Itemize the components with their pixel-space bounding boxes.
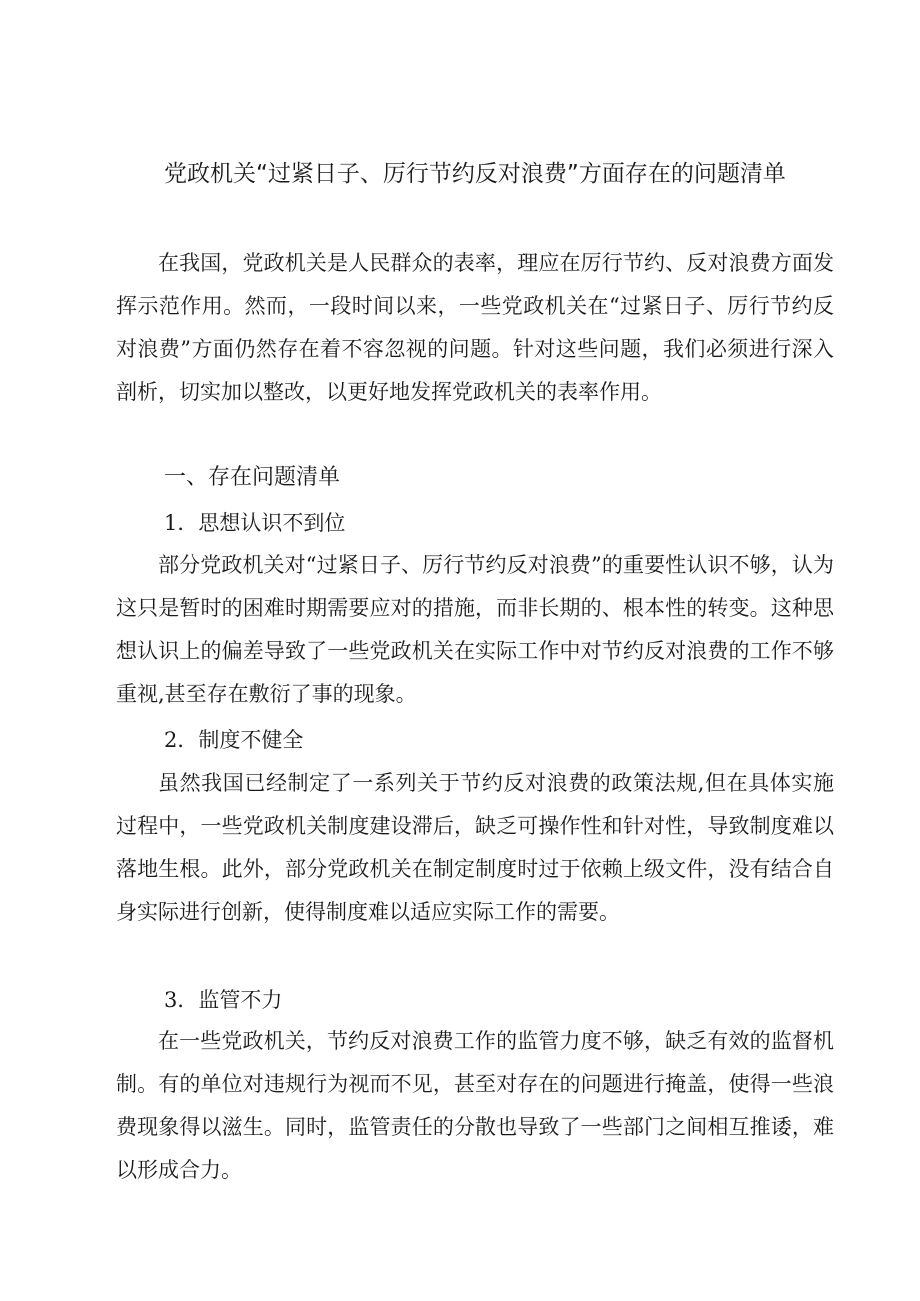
item-3-body: 在一些党政机关，节约反对浪费工作的监管力度不够，缺乏有效的监督机制。有的单位对违规行为视而不见，甚至对存在的问题进行掩盖，使得一些浪费现象得以滋生。同时，监管责任的分散也导致了一些部门之间相互推诿，难以形成合力。 — [116, 1029, 834, 1182]
item-1-body: 部分党政机关对“过紧日子、厉行节约反对浪费”的重要性认识不够，认为这只是暂时的困难时期需要应对的措施，而非长期的、根本性的转变。这种思想认识上的偏差导致了一些党政机关在实际工作中对节约反对浪费的工作不够重视,甚至存在敷衍了事的现象。 — [116, 553, 834, 706]
section-heading: 一、存在问题清单 — [164, 465, 341, 490]
item-2-heading: 2．制度不健全 — [164, 728, 304, 752]
item-1-heading: 1．思想认识不到位 — [164, 511, 346, 535]
document-title: 党政机关“过紧日子、厉行节约反对浪费”方面存在的问题清单 — [164, 161, 786, 187]
intro-paragraph: 在我国，党政机关是人民群众的表率，理应在厉行节约、反对浪费方面发挥示范作用。然而，一段时间以来，一些党政机关在“过紧日子、厉行节约反对浪费”方面仍然存在着不容忽视的问题。针对这些问题，我们必须进行深入剖析，切实加以整改，以更好地发挥党政机关的表率作用。 — [116, 251, 834, 404]
item-2-body: 虽然我国已经制定了一系列关于节约反对浪费的政策法规,但在具体实施过程中，一些党政机关制度建设滞后，缺乏可操作性和针对性，导致制度难以落地生根。此外，部分党政机关在制定制度时过于依赖上级文件，没有结合自身实际进行创新，使得制度难以适应实际工作的需要。 — [116, 771, 834, 924]
item-3-heading: 3．监管不力 — [164, 988, 283, 1012]
